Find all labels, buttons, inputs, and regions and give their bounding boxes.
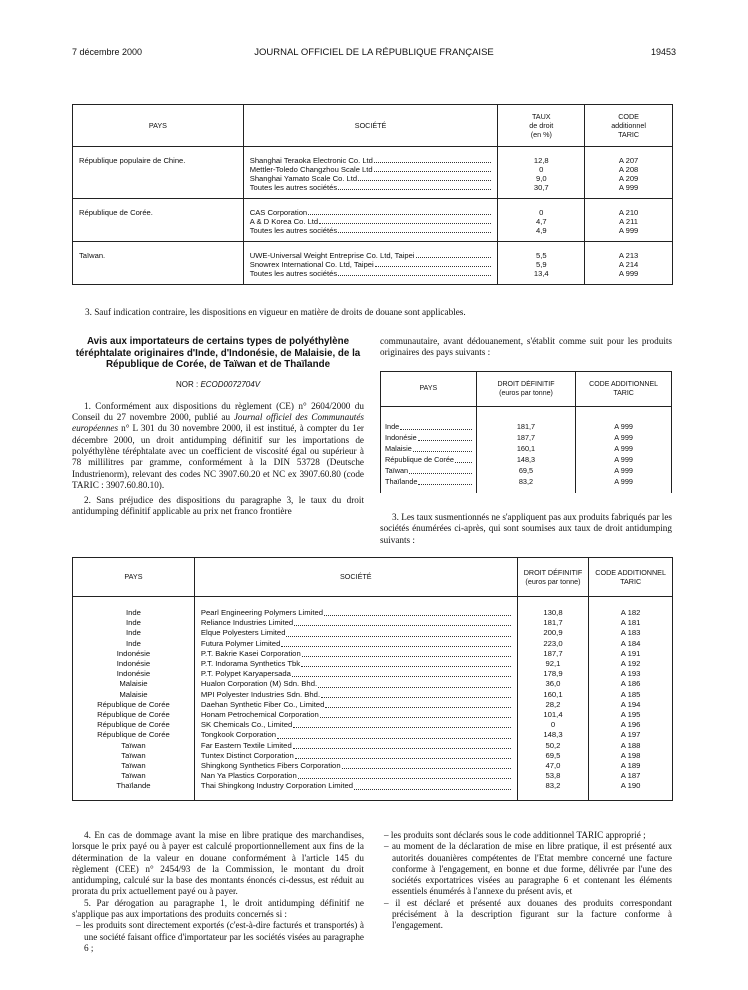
t3-company: Tongkook Corporation [201,730,511,740]
avis-title: Avis aux importateurs de certains types de polyéthylène téréphtalate originaires d'Inde, d'Indonésie, de Malaisie, de la République de Corée, de Taïwan et de Thaïlande [75,336,361,370]
t3-code: A 186 [620,679,641,689]
paragraph-4: 4. En cas de dommage avant la mise en libre pratique des marchandises, lorsque le prix payé ou à payer est calculé proportionnellement aux fins de la détermination de la valeur en douane conformément à l'article 145 du règlement (CEE) n° 2454/93 de la Commission, le montant du droit antidumping, calculé sur la base des montants énoncés ci-dessus, est réduit au prorata du prix actuellement payé ou à payer. [72,830,364,897]
t1-rates [498,147,585,199]
t3-country: Thaïlande [116,781,151,791]
t3-company: Futura Polymer Limited [201,639,511,649]
t3-country: Inde [125,628,141,638]
t2-code: A 999 [614,444,633,453]
t2-duties [476,407,576,494]
t3-duties [517,597,589,801]
t1-rate: 30,7 [533,183,549,192]
avis-paragraph-2-continued: communautaire, avant dédouanement, s'établit comme suit pour les produits originaires des pays suivants : [380,336,672,358]
t3-code: A 182 [620,608,641,617]
t3-country: République de Corée [97,710,170,720]
t3-duty: 83,2 [545,781,561,791]
t2-duty: 181,7 [516,422,536,431]
t3-code: A 185 [620,689,641,699]
t3-companies [194,597,517,801]
t3-company: Shingkong Synthetics Fibers Corporation [201,761,511,771]
t3-duty: 160,1 [543,689,563,699]
nor-line: NOR : ECOD0072704V [175,379,261,389]
avis-paragraph-3-block [380,512,672,546]
t3-duty: 178,9 [543,669,563,679]
t2-code: A 999 [614,433,633,442]
t1-companies [243,242,498,285]
header-date: 7 décembre 2000 [72,47,143,57]
t2-duty: 148,3 [516,455,536,464]
avis-paragraph-2: 2. Sans préjudice des dispositions du paragraphe 3, le taux du droit antidumping définitif applicable au prix net franco frontière [72,495,364,517]
t3-country: Indonésie [116,648,151,658]
t3-code: A 184 [620,638,641,648]
t2-country: Thaïlande [385,476,472,487]
avis-right-column [380,336,672,359]
t1-group-row [73,199,673,242]
page-header [72,47,676,61]
t1-body [73,147,673,285]
t2-country: Taïwan [385,465,472,476]
t3-country: Indonésie [116,669,151,679]
t3-header-code: CODE ADDITIONNEL TARIC [589,558,673,597]
t3-duty: 92,1 [545,659,561,669]
t1-header-pays: PAYS [73,105,244,147]
t1-rate: 0 [539,165,544,174]
t2-code: A 999 [614,422,633,431]
duty-table-3 [72,557,673,801]
t3-duty: 181,7 [543,618,563,628]
t2-code: A 999 [614,477,633,486]
t3-country: Taïwan [121,740,146,750]
t2-codes [576,407,672,494]
t3-company: Hualon Corporation (M) Sdn. Bhd. [201,679,511,689]
t1-rates [498,199,585,242]
t2-country: République de Corée [385,454,472,465]
t3-countries [73,597,195,801]
t1-code: A 213 [618,251,639,260]
t3-duty: 130,8 [543,608,563,617]
t1-group-row [73,147,673,199]
t1-country: République populaire de Chine. [73,147,244,199]
t1-company: Toutes les autres sociétés [250,183,492,192]
t2-header-pays: PAYS [381,372,477,407]
t3-code: A 191 [620,648,641,658]
t1-code: A 207 [618,156,639,165]
t3-duty: 69,5 [545,750,561,760]
t3-code: A 197 [620,730,641,740]
t2-body [381,407,672,494]
t1-rate: 9,0 [535,174,547,183]
t2-duty: 160,1 [516,444,536,453]
t3-country: République de Corée [97,730,170,740]
t1-code: A 210 [618,208,639,217]
bottom-right-column [380,830,672,932]
t3-duty: 47,0 [545,761,561,771]
paragraph-5-item-3: – au moment de la déclaration de mise en libre pratique, il est présenté aux autorités douanières compétentes de l'Etat membre concerné une facture conforme à l'engagement, en bonne et due forme, délivrée par l'une des sociétés exportatrices visées au paragraphe 6 et contenant les éléments essentiels énumérés à l'annexe du présent avis, et [384,841,672,897]
t3-company: SK Chemicals Co., Limited [201,720,511,730]
t3-code: A 187 [620,771,641,781]
t3-country: Taïwan [121,761,146,771]
t1-company: Shanghai Teraoka Electronic Co. Ltd [250,156,492,165]
t3-company: Thai Shingkong Industry Corporation Limited [201,781,511,791]
t3-company: Daehan Synthetic Fiber Co., Limited [201,700,511,710]
t1-country: Taïwan. [73,242,244,285]
t3-code: A 183 [620,628,641,638]
t2-duty: 187,7 [516,433,536,442]
t3-duty: 28,2 [545,699,561,709]
t3-code: A 189 [620,761,641,771]
avis-paragraph-1: 1. Conformément aux dispositions du règlement (CE) n° 2604/2000 du Conseil du 27 novembre 2000, publié au Journal officiel des Communautés européennes n° L 301 du 30 novembre 2000, il est institué, à compter du 1er décembre 2000, un droit antidumping définitif sur les importations de polyéthylène téréphtalate avec un coefficient de viscosité égal ou supérieur à 78 millilitres par gramme, conformément à la DIN 53728 (Deutsche Industrienorm), relevant des codes NC 3907.60.20 et NC ex 3907.60.80 (code TARIC : 3907.60.80.10). [72,400,364,490]
paragraph-3: 3. Sauf indication contraire, les dispositions en vigueur en matière de droits de douane sont applicables. [85,307,466,317]
t3-duty: 200,9 [543,628,563,638]
t1-header-code: CODE additionnel TARIC [585,105,673,147]
t1-rates [498,242,585,285]
t1-group-row [73,242,673,285]
t1-rate: 5,5 [535,251,547,260]
t3-country: Taïwan [121,750,146,760]
t1-codes [585,242,673,285]
t3-data-row [73,597,673,801]
t1-code: A 999 [618,269,639,278]
t3-country: Malaisie [119,679,148,689]
t1-company: Shanghai Yamato Scale Co. Ltd [250,174,492,183]
t3-duty: 101,4 [543,710,563,720]
t1-code: A 211 [619,217,639,226]
t2-country: Indonésie [385,432,472,443]
avis-left-column [72,336,364,518]
t3-country: Indonésie [116,659,151,669]
t3-code: A 194 [620,699,641,709]
t1-company: CAS Corporation [250,208,492,217]
t3-company: P.T. Polypet Karyapersada [201,669,511,679]
t2-data-row [381,407,672,494]
t3-code: A 195 [620,710,641,720]
t3-country: Malaisie [119,689,148,699]
t2-header-droit: DROIT DÉFINITIF (euros par tonne) [476,372,576,407]
t3-body [73,597,673,801]
t2-code: A 999 [614,455,633,464]
t2-duty: 69,5 [518,466,534,475]
t1-rate: 4,7 [535,217,547,226]
t3-duty: 36,0 [545,679,561,689]
t1-company: Snowrex International Co. Ltd, Taipei [250,260,492,269]
bottom-left-column [72,830,364,954]
t1-country: République de Corée. [73,199,244,242]
t3-code: A 192 [620,659,641,669]
t2-country: Malaisie [385,443,472,454]
t3-country: Taïwan [121,771,146,781]
t3-company: Reliance Industries Limited [201,618,511,628]
journal-title: JOURNAL OFFICIEL DE LA RÉPUBLIQUE FRANÇAISE [254,47,494,58]
t2-duty: 83,2 [518,477,534,486]
t3-country: République de Corée [97,699,170,709]
duty-table-2 [380,371,672,493]
t1-company: Toutes les autres sociétés [250,269,492,278]
t2-country: Inde [385,421,472,432]
paragraph-5-item-4: – il est déclaré et présenté aux douanes des produits correspondant précisément à la description figurant sur la facture conforme à l'engagement. [384,897,672,931]
t1-rate: 5,9 [535,260,547,269]
t3-header-societe: SOCIÉTÉ [194,558,517,597]
t3-company: Nan Ya Plastics Corporation [201,771,511,781]
t3-company: Far Eastern Textile Limited [201,741,511,751]
t3-duty: 50,2 [545,740,561,750]
t1-rate: 12,8 [533,156,549,165]
t3-company: Pearl Engineering Polymers Limited [201,608,511,618]
t1-codes [585,147,673,199]
t1-code: A 999 [618,226,639,235]
t3-code: A 181 [620,618,641,628]
t1-header-societe: SOCIÉTÉ [243,105,498,147]
t1-rate: 4,9 [535,226,547,235]
t3-country: Inde [125,618,141,628]
t3-company: Honam Petrochemical Corporation [201,710,511,720]
t3-company: P.T. Indorama Synthetics Tbk [201,659,511,669]
t1-rate: 13,4 [533,269,549,278]
paragraph-5: 5. Par dérogation au paragraphe 1, le droit antidumping définitif ne s'applique pas aux importations des produits concernés si : [72,897,364,920]
t3-code: A 188 [620,740,641,750]
page-number: 19453 [650,47,676,57]
t2-countries [381,407,477,494]
t3-company: Tuntex Distinct Corporation [201,751,511,761]
t3-duty: 53,8 [545,771,561,781]
t1-code: A 208 [618,165,639,174]
t1-header-taux: TAUX de droit (en %) [498,105,585,147]
t3-header-droit: DROIT DÉFINITIF (euros par tonne) [517,558,589,597]
avis-paragraph-3: 3. Les taux susmentionnés ne s'appliquent pas aux produits fabriqués par les sociétés énumérées ci-après, qui sont soumises aux taux de droit antidumping suivants : [380,512,672,545]
t1-codes [585,199,673,242]
t3-company: Elque Polyesters Limited [201,628,511,638]
t3-code: A 198 [620,750,641,760]
t3-duty: 148,3 [543,730,563,740]
t3-code: A 193 [620,669,641,679]
duty-table-1 [72,104,673,285]
t3-duty: 187,7 [543,648,563,658]
t1-company: Toutes les autres sociétés [250,226,492,235]
t1-company: Mettler-Toledo Changzhou Scale Ltd [250,165,492,174]
t1-code: A 209 [618,174,639,183]
t2-header-code: CODE ADDITIONNEL TARIC [576,372,672,407]
t1-companies [243,147,498,199]
t2-code: A 999 [614,466,633,475]
t1-company: UWE-Universal Weight Entreprise Co. Ltd, Taipei [250,251,492,260]
t1-company: A & D Korea Co. Ltd [250,217,492,226]
t1-code: A 999 [618,183,639,192]
t3-code: A 190 [620,781,641,791]
t3-header-pays: PAYS [73,558,195,597]
t3-duty: 0 [550,720,556,730]
t1-rate: 0 [539,208,544,217]
t3-company: MPI Polyester Industries Sdn. Bhd. [201,690,511,700]
t3-country: Inde [125,608,141,617]
t3-country: Inde [125,638,141,648]
paragraph-5-item-1: – les produits sont directement exportés (c'est-à-dire facturés et transportés) à une société faisant office d'importateur par les sociétés visées au paragraphe 6 ; [76,920,364,953]
t1-companies [243,199,498,242]
paragraph-5-item-2: – les produits sont déclarés sous le code additionnel TARIC approprié ; [384,830,646,840]
t3-code: A 196 [620,720,641,730]
t3-company: P.T. Bakrie Kasei Corporation [201,649,511,659]
t3-country: République de Corée [97,720,170,730]
t3-duty: 223,0 [543,638,563,648]
t3-codes [589,597,673,801]
t1-code: A 214 [618,260,639,269]
